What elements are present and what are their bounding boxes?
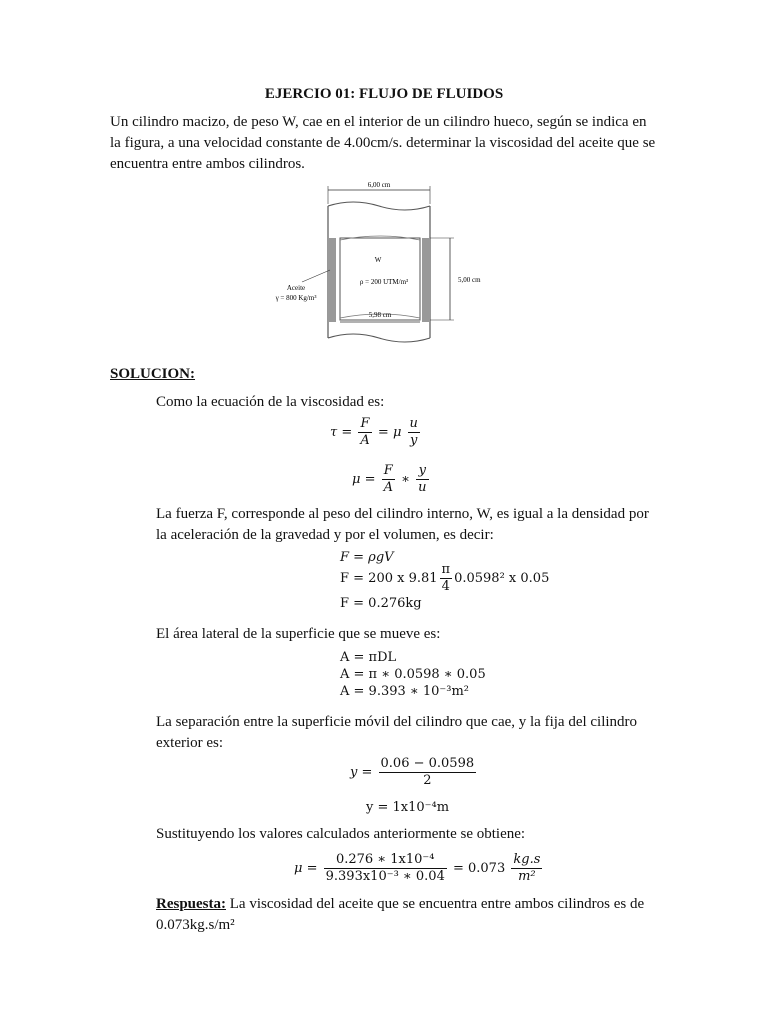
answer-label: Respuesta: (156, 896, 226, 912)
area-text: El área lateral de la superficie que se mueve es: (156, 626, 441, 642)
fig-top-dim: 6,00 cm (367, 181, 391, 189)
force-text: La fuerza F, corresponde al peso del cilindro interno, W, es igual a la densidad por la aceleración de la gravedad y por el volumen, es decir: (156, 506, 649, 543)
fig-w-label: W (374, 256, 382, 264)
equation-f-result: F = 0.276kg (340, 596, 422, 611)
intro-text: Como la ecuación de la viscosidad es: (156, 394, 385, 410)
gap-text: La separación entre la superficie móvil del cilindro que cae, y la fija del cilindro exterior es: (156, 714, 638, 751)
equation-a-result: A = 9.393 ∗ 10⁻³m² (340, 684, 470, 699)
cylinder-diagram (258, 178, 498, 350)
equation-f-rhogv: F = ρgV (340, 550, 394, 565)
equation-y: y = $\frac{0.06 - 0.0598}{2}$ (350, 756, 475, 788)
equation-a-value: A = π ∗ 0.0598 ∗ 0.05 (340, 667, 486, 682)
solution-heading: SOLUCION: (110, 366, 196, 382)
equation-a-formula: A = πDL (340, 650, 397, 665)
equation-y-result: y = 1x10⁻⁴m (366, 800, 450, 815)
fig-bottom-dim: 5,98 cm (368, 311, 392, 319)
equation-mu: μ = $\frac{F}{A}$ ∗ $\frac{y}{u}$ (352, 463, 427, 495)
problem-statement: Un cilindro macizo, de peso W, cae en el interior de un cilindro hueco, según se indica en la figura, a una velocidad constante de 4.00cm/s. determinar la viscosidad del aceite que se encuentra entre ambos cilindros. (110, 114, 656, 172)
fig-gamma-label: γ = 800 Kg/m³ (275, 294, 317, 302)
answer (156, 894, 660, 936)
fig-rho-label: ρ = 200 UTM/m³ (359, 278, 409, 286)
equation-mu-result: μ = $\frac{\text{0.276 ∗ 1x10⁻⁴}}{\text{9.393x10⁻³ ∗ 0.04}}$ = 0.073 $\frac{kg.s}{\text{m²}}$ (294, 852, 541, 884)
equation-tau: τ = $\frac{F}{A}$ = μ $\frac{u}{y}$ (330, 416, 418, 448)
fig-right-dim: 5,00 cm (458, 276, 481, 284)
page-title: EJERCIO 01: FLUJO DE FLUIDOS (264, 86, 504, 102)
fig-oil-label: Aceite (286, 284, 306, 292)
equation-f-value: F = 200 x 9.81 $\frac{\pi}{4}$ 0.0598² x 0.05 (340, 562, 550, 594)
answer-text: La viscosidad del aceite que se encuentra entre ambos cilindros es de 0.073kg.s/m² (156, 896, 645, 933)
subst-text: Sustituyendo los valores calculados anteriormente se obtiene: (156, 826, 526, 842)
